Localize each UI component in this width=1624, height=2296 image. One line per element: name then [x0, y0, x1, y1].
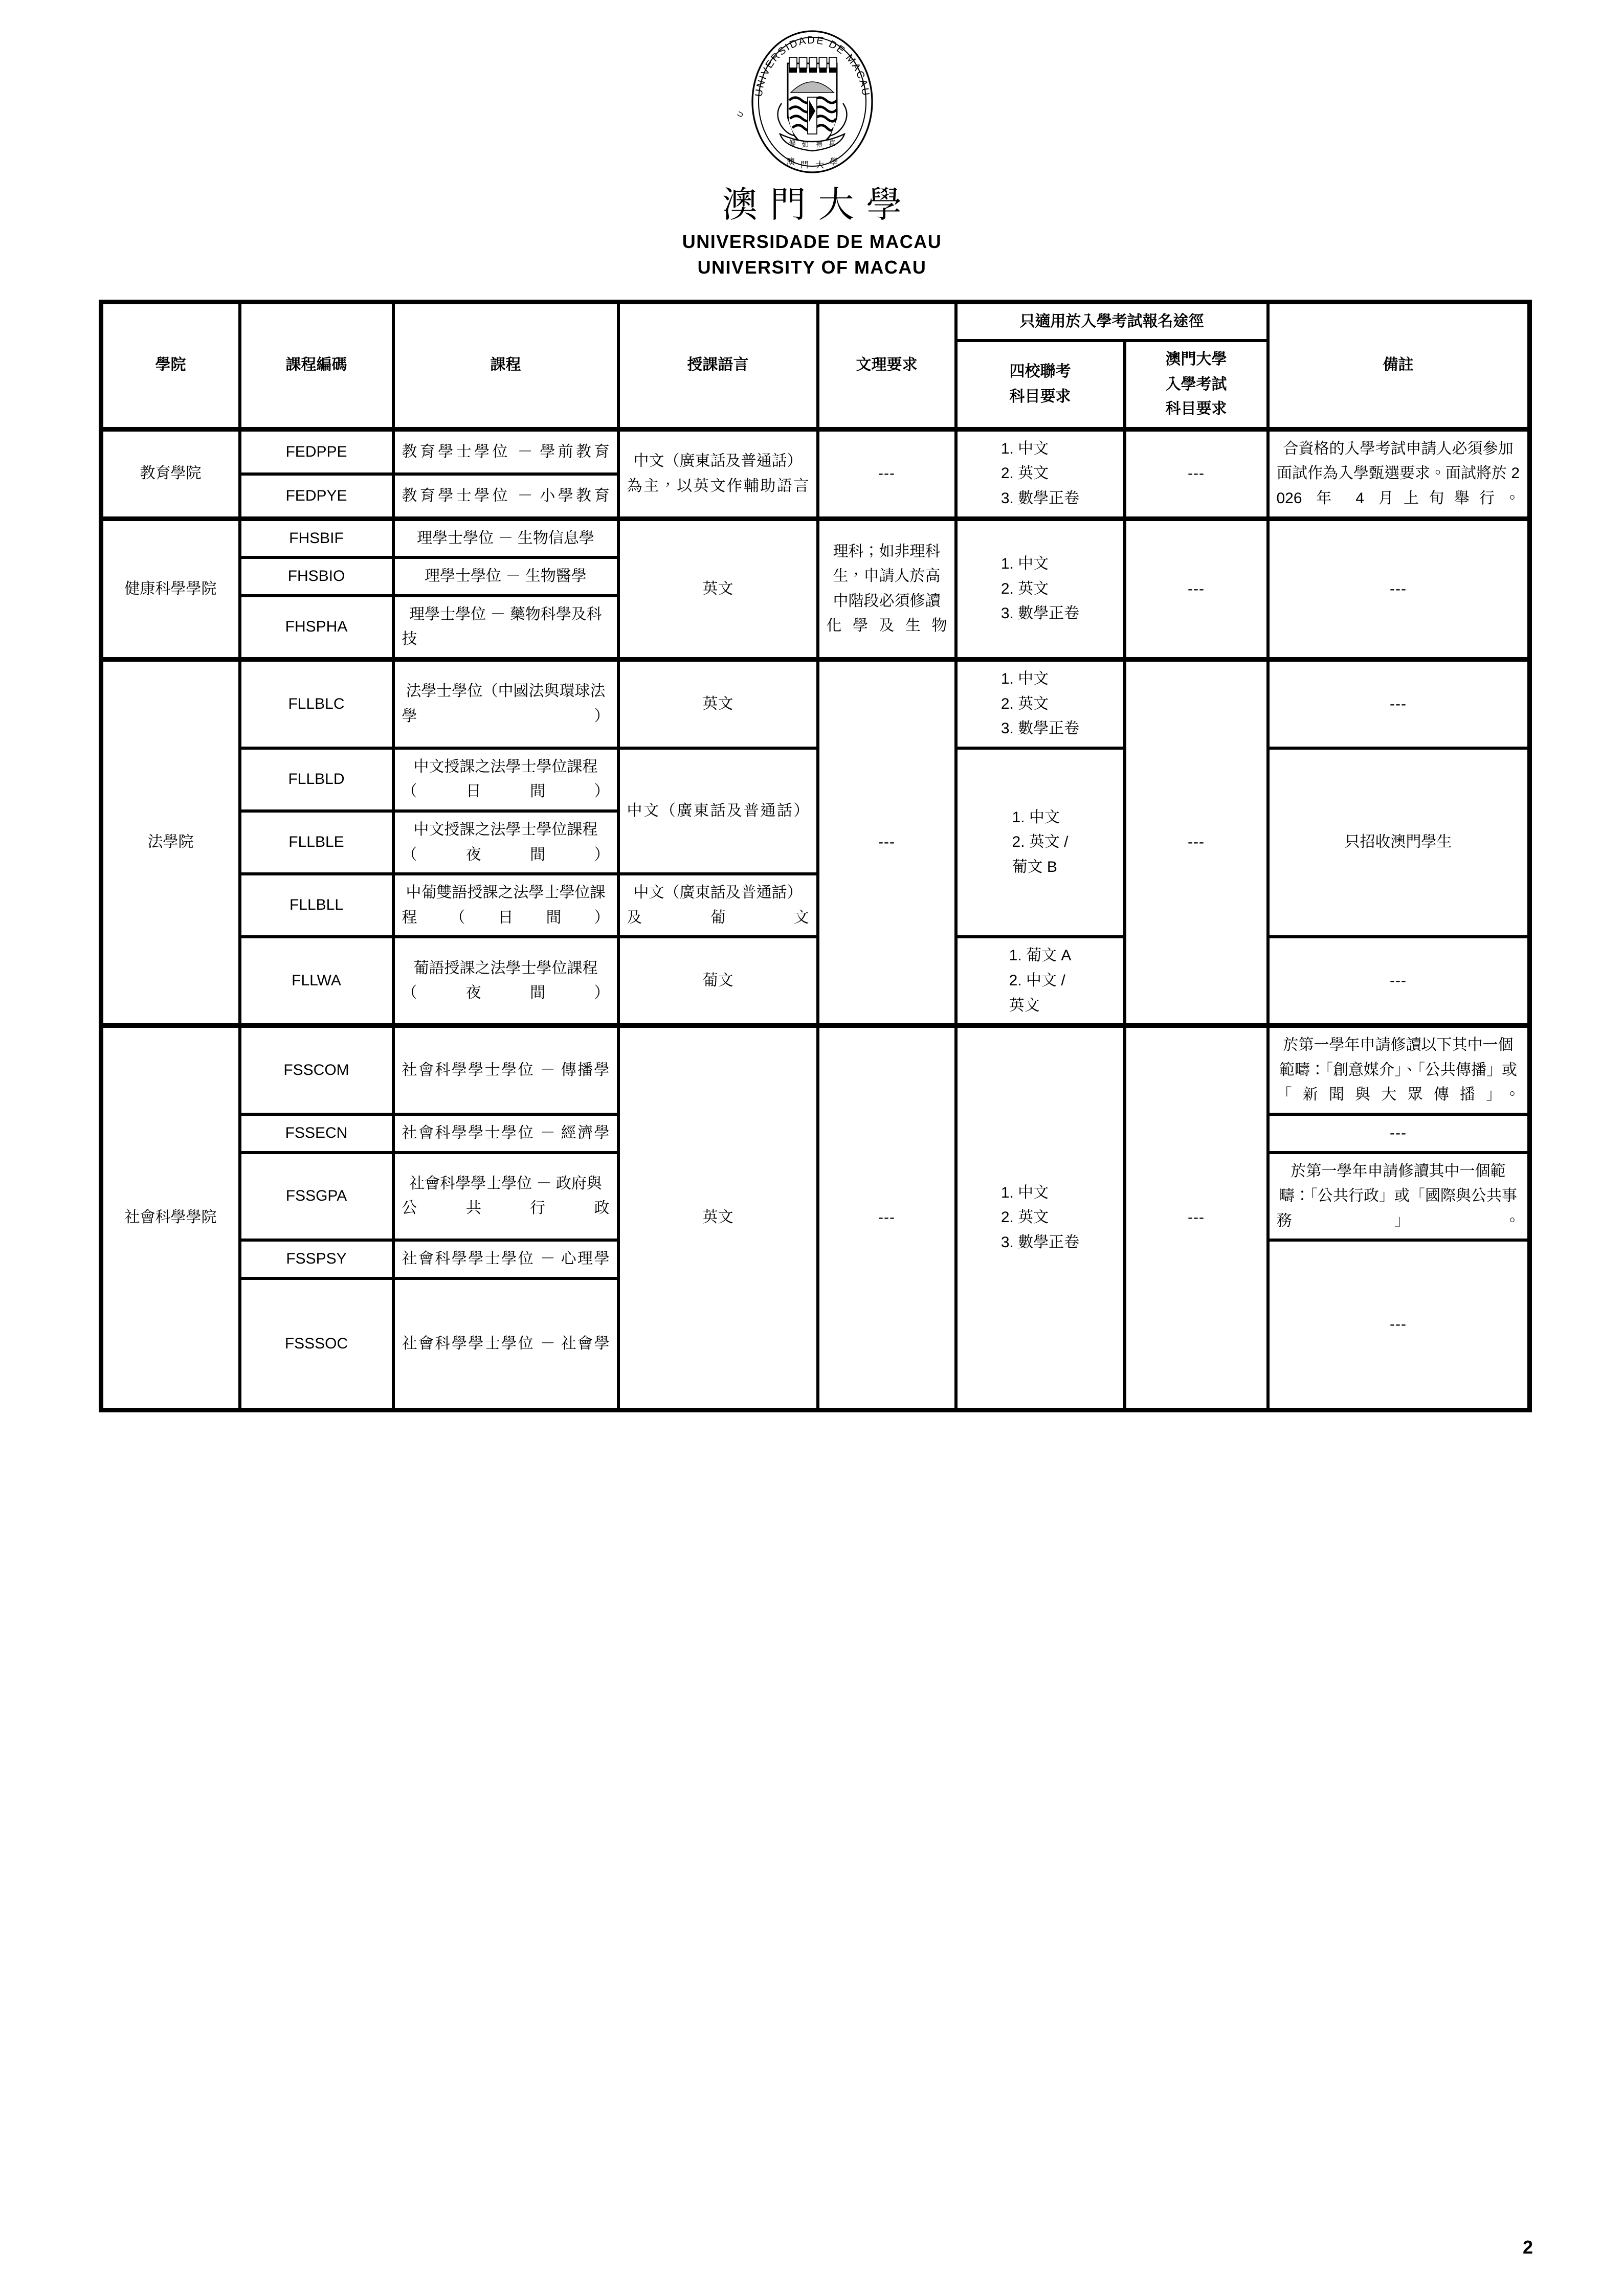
col-header-language: 授課語言: [618, 303, 818, 429]
cell-joint-exam: [956, 429, 1125, 518]
svg-text:學: 學: [829, 157, 838, 167]
um-exam-line1: 澳門大學: [1165, 351, 1227, 368]
cell-faculty: 健康科學學院: [102, 518, 240, 659]
cell-course: 教育學士學位 － 小學教育: [393, 474, 618, 518]
cell-code: FEDPPE: [240, 429, 393, 474]
col-header-code: 課程編碼: [240, 303, 393, 429]
subject-line: 葡文 B: [1012, 858, 1057, 875]
subject-line: 2. 英文: [1000, 465, 1049, 482]
subject-line: 英文: [1009, 997, 1040, 1014]
cell-code: FLLBLL: [240, 874, 393, 937]
subject-line: 1. 葡文 A: [1009, 947, 1072, 964]
cell-code: FLLBLD: [240, 748, 393, 811]
um-exam-line3: 科目要求: [1165, 400, 1227, 418]
table-row: [102, 429, 1529, 474]
subject-line: 2. 英文 /: [1012, 834, 1069, 851]
cell-language: 中文（廣東話及普通話）: [618, 748, 818, 874]
logo-chinese-name: 澳門大學: [722, 184, 915, 226]
programme-table-wrap: [99, 300, 1526, 1412]
joint-exam-line1: 四校聯考: [1009, 363, 1071, 380]
cell-course: 社會科學學士學位 － 政府與公共行政: [393, 1153, 618, 1241]
table-row: [102, 937, 1529, 1025]
cell-language: 中文（廣東話及普通話）及葡文: [618, 874, 818, 937]
cell-course: 社會科學學士學位 － 傳播學: [393, 1025, 618, 1114]
col-header-joint-exam: [956, 341, 1125, 429]
cell-code: FSSSOC: [240, 1278, 393, 1409]
cell-code: FSSPSY: [240, 1240, 393, 1278]
cell-code: FLLBLE: [240, 811, 393, 874]
col-header-stream: 文理要求: [818, 303, 956, 429]
subject-line: 1. 中文: [1000, 1184, 1049, 1201]
cell-remark: ---: [1268, 937, 1529, 1025]
cell-language: 英文: [618, 1025, 818, 1409]
cell-remark: 只招收澳門學生: [1268, 748, 1529, 937]
table-row: [102, 1025, 1529, 1114]
cell-um-exam: ---: [1125, 659, 1268, 1025]
cell-remark: ---: [1268, 1114, 1529, 1153]
cell-course: 葡語授課之法學士學位課程（夜間）: [393, 937, 618, 1025]
cell-course: 社會科學學士學位 － 經濟學: [393, 1114, 618, 1153]
table-row: [102, 748, 1529, 811]
svg-text:禮: 禮: [815, 141, 822, 149]
cell-course: 理學士學位 － 藥物科學及科技: [393, 596, 618, 659]
subject-line: 2. 英文: [1000, 695, 1049, 712]
cell-stream: ---: [818, 429, 956, 518]
cell-code: FLLWA: [240, 937, 393, 1025]
cell-um-exam: ---: [1125, 429, 1268, 518]
cell-code: FSSGPA: [240, 1153, 393, 1241]
subject-line: 3. 數學正卷: [1000, 720, 1080, 737]
cell-joint-exam: [956, 1025, 1125, 1409]
cell-course: 法學士學位（中國法與環球法學）: [393, 659, 618, 748]
table-row: [102, 518, 1529, 558]
svg-text:傳: 傳: [788, 139, 796, 148]
cell-remark: 於第一學年申請修讀以下其中一個範疇：「創意媒介」、「公共傳播」或「新聞與大眾傳播」。: [1268, 1025, 1529, 1114]
cell-code: FHSBIO: [240, 557, 393, 596]
svg-text:U: U: [735, 110, 745, 119]
cell-course: 社會科學學士學位 － 心理學: [393, 1240, 618, 1278]
logo-portuguese-name: UNIVERSIDADE DE MACAU: [682, 231, 942, 252]
cell-code: FSSECN: [240, 1114, 393, 1153]
cell-remark: ---: [1268, 1240, 1529, 1409]
cell-remark: 於第一學年申請修讀其中一個範疇：「公共行政」或「國際與公共事務」。: [1268, 1153, 1529, 1241]
cell-joint-exam: [956, 518, 1125, 659]
cell-course: 理學士學位 － 生物信息學: [393, 518, 618, 558]
col-header-exam-group: 只適用於入學考試報名途徑: [956, 303, 1268, 341]
subject-line: 3. 數學正卷: [1000, 605, 1080, 622]
cell-faculty: 社會科學學院: [102, 1025, 240, 1409]
subject-line: 1. 中文: [1000, 670, 1049, 688]
cell-stream: ---: [818, 1025, 956, 1409]
cell-code: FLLBLC: [240, 659, 393, 748]
cell-code: FEDPYE: [240, 474, 393, 518]
svg-text:大: 大: [815, 160, 824, 170]
cell-um-exam: ---: [1125, 518, 1268, 659]
cell-joint-exam: [956, 659, 1125, 748]
subject-line: 3. 數學正卷: [1000, 490, 1080, 507]
subject-line: 2. 中文 /: [1009, 972, 1065, 989]
table-row: [102, 659, 1529, 748]
col-header-faculty: 學院: [102, 303, 240, 429]
university-crest-icon: [736, 27, 889, 180]
um-exam-line2: 入學考試: [1165, 375, 1227, 393]
page-number: 2: [1522, 2237, 1533, 2258]
subject-line: 1. 中文: [1000, 440, 1049, 457]
cell-remark: ---: [1268, 518, 1529, 659]
cell-course: 理學士學位 － 生物醫學: [393, 557, 618, 596]
cell-language: 葡文: [618, 937, 818, 1025]
cell-code: FHSPHA: [240, 596, 393, 659]
cell-course: 中葡雙語授課之法學士學位課程（日間）: [393, 874, 618, 937]
subject-line: 1. 中文: [1000, 555, 1049, 572]
cell-course: 教育學士學位 － 學前教育: [393, 429, 618, 474]
programme-table: [99, 300, 1532, 1412]
col-header-um-exam: [1125, 341, 1268, 429]
subject-line: 2. 英文: [1000, 1209, 1049, 1226]
joint-exam-line2: 科目要求: [1009, 388, 1071, 405]
cell-faculty: 教育學院: [102, 429, 240, 518]
cell-joint-exam: [956, 748, 1125, 937]
cell-language: 英文: [618, 659, 818, 748]
cell-language: 英文: [618, 518, 818, 659]
page-header: [0, 0, 1624, 278]
svg-text:門: 門: [800, 160, 809, 170]
cell-stream: 理科；如非理科生，申請人於高中階段必須修讀化學及生物: [818, 518, 956, 659]
cell-course: 社會科學學士學位 － 社會學: [393, 1278, 618, 1409]
svg-text:UNIVERSIDADE DE MACAU: UNIVERSIDADE DE MACAU: [752, 34, 872, 98]
table-header-row: [102, 303, 1529, 341]
col-header-course: 課程: [393, 303, 618, 429]
cell-um-exam: ---: [1125, 1025, 1268, 1409]
cell-code: FHSBIF: [240, 518, 393, 558]
col-header-remark: 備註: [1268, 303, 1529, 429]
svg-text:如: 如: [802, 141, 809, 149]
cell-faculty: 法學院: [102, 659, 240, 1025]
cell-language: 中文（廣東話及普通話）為主，以英文作輔助語言: [618, 429, 818, 518]
cell-course: 中文授課之法學士學位課程（夜間）: [393, 811, 618, 874]
subject-line: 3. 數學正卷: [1000, 1233, 1080, 1251]
cell-code: FSSCOM: [240, 1025, 393, 1114]
cell-joint-exam: [956, 937, 1125, 1025]
cell-course: 中文授課之法學士學位課程（日間）: [393, 748, 618, 811]
svg-text:真: 真: [828, 139, 836, 148]
subject-line: 2. 英文: [1000, 580, 1049, 597]
cell-stream: ---: [818, 659, 956, 1025]
subject-line: 1. 中文: [1012, 808, 1060, 826]
cell-remark: ---: [1268, 659, 1529, 748]
logo-english-name: UNIVERSITY OF MACAU: [697, 256, 927, 278]
cell-remark: 合資格的入學考試申請人必須參加面試作為入學甄選要求。面試將於 2026 年 4 月上旬舉行。: [1268, 429, 1529, 518]
svg-text:澳: 澳: [786, 157, 795, 167]
